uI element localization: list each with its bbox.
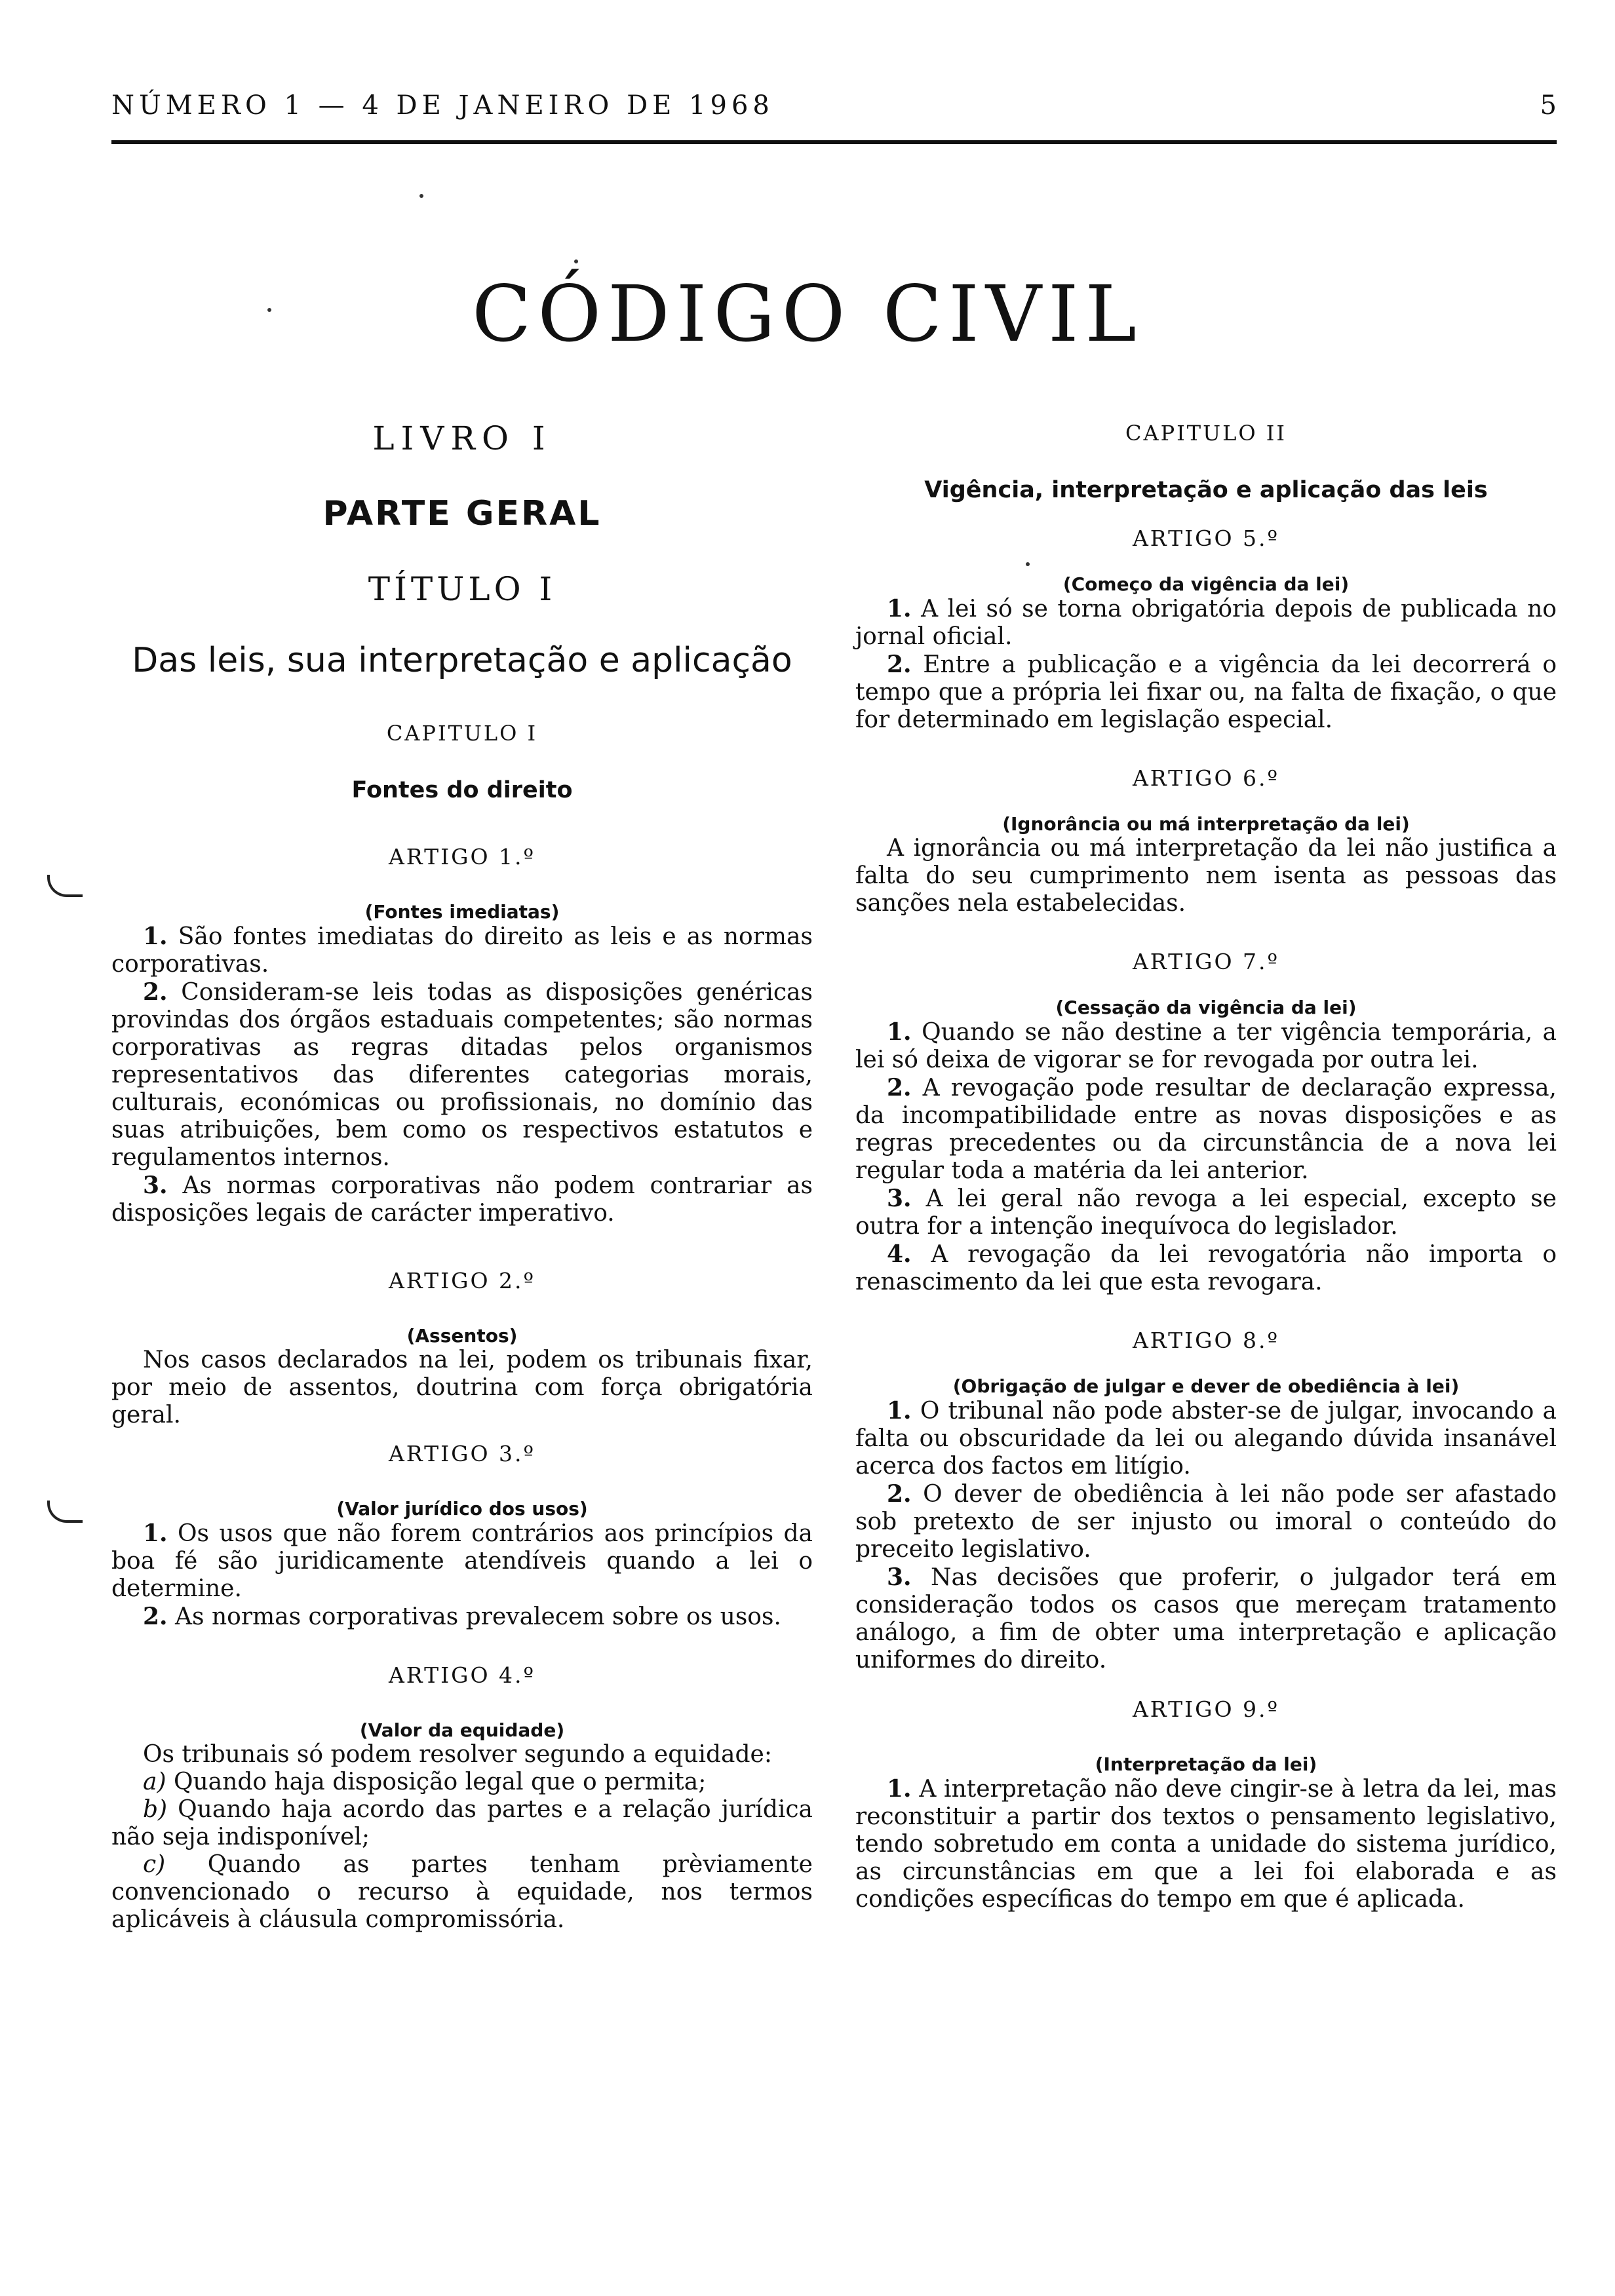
running-head xyxy=(111,90,1557,130)
article-4 xyxy=(111,1662,813,1934)
scan-speck xyxy=(574,259,578,263)
document-title: CÓDIGO CIVIL xyxy=(472,269,1143,359)
list-text: Quando haja acordo das partes e a relação jurídica não seja indisponível; xyxy=(111,1796,813,1850)
paragraph-number: 3. xyxy=(143,1172,168,1199)
paragraph-text: Nos casos declarados na lei, podem os tribunais fixar, por meio de assentos, doutrina com força obrigatória geral. xyxy=(111,1347,813,1428)
article-subheading: (Valor da equidade) xyxy=(359,1719,565,1741)
paragraph-text: A revogação da lei revogatória não importa o renascimento da lei que esta revogara. xyxy=(855,1241,1557,1295)
article-heading: ARTIGO 6.º xyxy=(1132,765,1280,791)
paragraph xyxy=(855,651,1557,734)
paragraph xyxy=(111,1741,813,1769)
paragraph-text: A lei geral não revoga a lei especial, excepto se outra for a intenção inequívoca do legislador. xyxy=(855,1185,1557,1240)
scan-speck xyxy=(419,194,423,198)
header-rule xyxy=(111,140,1557,144)
paragraph-number: 1. xyxy=(887,1018,912,1046)
article-8 xyxy=(855,1328,1557,1674)
list-label: c) xyxy=(143,1851,166,1878)
paragraph-text: O dever de obediência à lei não pode ser afastado sob pretexto de ser injusto ou imoral o conteúdo do preceito legislativo. xyxy=(855,1481,1557,1563)
paragraph-text: A ignorância ou má interpretação da lei não justifica a falta do seu cumprimento nem isenta as pessoas das sanções nela estabelecidas. xyxy=(855,835,1557,917)
capitulo-title: Vigência, interpretação e aplicação das leis xyxy=(924,477,1488,503)
list-label: b) xyxy=(143,1796,168,1823)
paragraph-text: A lei só se torna obrigatória depois de publicada no jornal oficial. xyxy=(855,596,1557,650)
article-heading: ARTIGO 9.º xyxy=(1132,1696,1280,1722)
paragraph-number: 1. xyxy=(887,595,912,622)
list-item xyxy=(111,1769,813,1796)
article-subheading: (Obrigação de julgar e dever de obediência à lei) xyxy=(952,1375,1460,1397)
capitulo-heading: CAPITULO I xyxy=(386,721,538,746)
article-subheading: (Ignorância ou má interpretação da lei) xyxy=(1002,813,1410,835)
article-heading: ARTIGO 7.º xyxy=(1132,949,1280,974)
list-text: Quando haja disposição legal que o permita; xyxy=(173,1769,707,1795)
article-heading: ARTIGO 8.º xyxy=(1132,1328,1280,1353)
paragraph xyxy=(855,1018,1557,1074)
paragraph-text: Os usos que não forem contrários aos princípios da boa fé são juridicamente atendíveis quando a lei o determine. xyxy=(111,1520,813,1602)
paragraph xyxy=(111,923,813,978)
article-subheading: (Assentos) xyxy=(406,1325,518,1347)
paragraph xyxy=(855,595,1557,651)
paragraph-number: 2. xyxy=(887,651,912,678)
list-label: a) xyxy=(143,1769,166,1795)
page-number: 5 xyxy=(1540,90,1557,121)
paragraph-text: As normas corporativas prevalecem sobre os usos. xyxy=(175,1603,781,1630)
capitulo-heading: CAPITULO II xyxy=(1125,421,1287,446)
article-3 xyxy=(111,1441,813,1631)
article-1 xyxy=(111,844,813,1227)
paragraph-number: 1. xyxy=(143,923,168,950)
article-heading: ARTIGO 2.º xyxy=(388,1268,536,1293)
paragraph-text: Nas decisões que proferir, o julgador terá em consideração todos os casos que mereçam tratamento análogo, a fim de obter uma interpretação e aplicação uniformes do direito. xyxy=(855,1564,1557,1674)
right-column xyxy=(855,406,1557,1913)
paragraph-number: 2. xyxy=(143,1603,168,1630)
parte-heading: PARTE GERAL xyxy=(322,494,602,533)
paragraph xyxy=(111,1603,813,1631)
paragraph-text: São fontes imediatas do direito as leis e as normas corporativas. xyxy=(111,923,813,978)
article-2 xyxy=(111,1268,813,1429)
paragraph xyxy=(855,1563,1557,1674)
paragraph-number: 1. xyxy=(887,1775,912,1803)
issue-line: NÚMERO 1 — 4 DE JANEIRO DE 1968 xyxy=(111,90,774,121)
capitulo-title: Fontes do direito xyxy=(351,777,573,803)
paragraph xyxy=(111,1172,813,1227)
paragraph-text: O tribunal não pode abster-se de julgar, invocando a falta ou obscuridade da lei ou alegando dúvida insanável acerca dos factos em litígio. xyxy=(855,1398,1557,1480)
paragraph-number: 2. xyxy=(887,1074,912,1101)
paragraph xyxy=(855,1074,1557,1185)
paragraph xyxy=(855,835,1557,917)
paragraph xyxy=(855,1480,1557,1563)
list-item xyxy=(111,1851,813,1934)
paragraph xyxy=(111,978,813,1172)
paragraph xyxy=(111,1520,813,1603)
list-item xyxy=(111,1796,813,1851)
paragraph-number: 2. xyxy=(143,978,168,1006)
paragraph-text: Os tribunais só podem resolver segundo a equidade: xyxy=(143,1741,772,1768)
paragraph-number: 1. xyxy=(143,1520,168,1547)
binding-mark xyxy=(47,875,83,897)
paragraph xyxy=(855,1185,1557,1240)
paragraph-number: 4. xyxy=(887,1240,912,1268)
titulo-heading: TÍTULO I xyxy=(368,570,556,608)
titulo-subheading: Das leis, sua interpretação e aplicação xyxy=(132,641,792,680)
paragraph-text: Consideram-se leis todas as disposições genéricas provindas dos órgãos estaduais competentes; são normas corporativas as regras ditadas pelos organismos representativos das diferentes categorias morais, culturais, económicas ou profissionais, no domínio das suas atribuições, bem como os respectivos estatutos e regulamentos internos. xyxy=(111,979,813,1171)
article-9 xyxy=(855,1696,1557,1913)
article-7 xyxy=(855,949,1557,1296)
paragraph-number: 2. xyxy=(887,1480,912,1508)
article-heading: ARTIGO 3.º xyxy=(388,1441,536,1466)
article-subheading: (Valor jurídico dos usos) xyxy=(336,1498,588,1520)
paragraph xyxy=(855,1397,1557,1480)
article-subheading: (Interpretação da lei) xyxy=(1095,1753,1317,1775)
article-subheading: (Fontes imediatas) xyxy=(364,901,560,923)
scan-speck xyxy=(267,308,271,312)
paragraph-text: As normas corporativas não podem contrariar as disposições legais de carácter imperativo. xyxy=(111,1172,813,1227)
paragraph-number: 3. xyxy=(887,1185,912,1212)
list-text: Quando as partes tenham prèviamente convencionado o recurso à equidade, nos termos aplicáveis à cláusula compromissória. xyxy=(111,1851,813,1933)
binding-mark xyxy=(47,1501,83,1523)
paragraph xyxy=(111,1347,813,1429)
article-5 xyxy=(855,526,1557,734)
article-6 xyxy=(855,765,1557,917)
article-subheading: (Começo da vigência da lei) xyxy=(1062,573,1350,595)
livro-heading: LIVRO I xyxy=(372,419,552,457)
paragraph xyxy=(855,1775,1557,1913)
article-heading: ARTIGO 4.º xyxy=(388,1662,536,1688)
article-subheading: (Cessação da vigência da lei) xyxy=(1055,997,1357,1018)
paragraph-text: A revogação pode resultar de declaração expressa, da incompatibilidade entre as novas disposições e as regras precedentes ou da circunstância de a nova lei regular toda a matéria da lei anterior. xyxy=(855,1075,1557,1184)
left-column xyxy=(111,406,813,1934)
paragraph-text: A interpretação não deve cingir-se à letra da lei, mas reconstituir a partir dos textos o pensamento legislativo, tendo sobretudo em conta a unidade do sistema jurídico, as circunstâncias em que a lei foi elaborada e as condições específicas do tempo em que é aplicada. xyxy=(855,1776,1557,1913)
paragraph-text: Quando se não destine a ter vigência temporária, a lei só deixa de vigorar se for revogada por outra lei. xyxy=(855,1019,1557,1073)
paragraph-text: Entre a publicação e a vigência da lei decorrerá o tempo que a própria lei fixar ou, na falta de fixação, o que for determinado em legislação especial. xyxy=(855,651,1557,733)
article-heading: ARTIGO 1.º xyxy=(388,844,536,870)
paragraph-number: 3. xyxy=(887,1563,912,1591)
article-heading: ARTIGO 5.º xyxy=(1132,526,1280,551)
paragraph xyxy=(855,1240,1557,1296)
paragraph-number: 1. xyxy=(887,1397,912,1425)
